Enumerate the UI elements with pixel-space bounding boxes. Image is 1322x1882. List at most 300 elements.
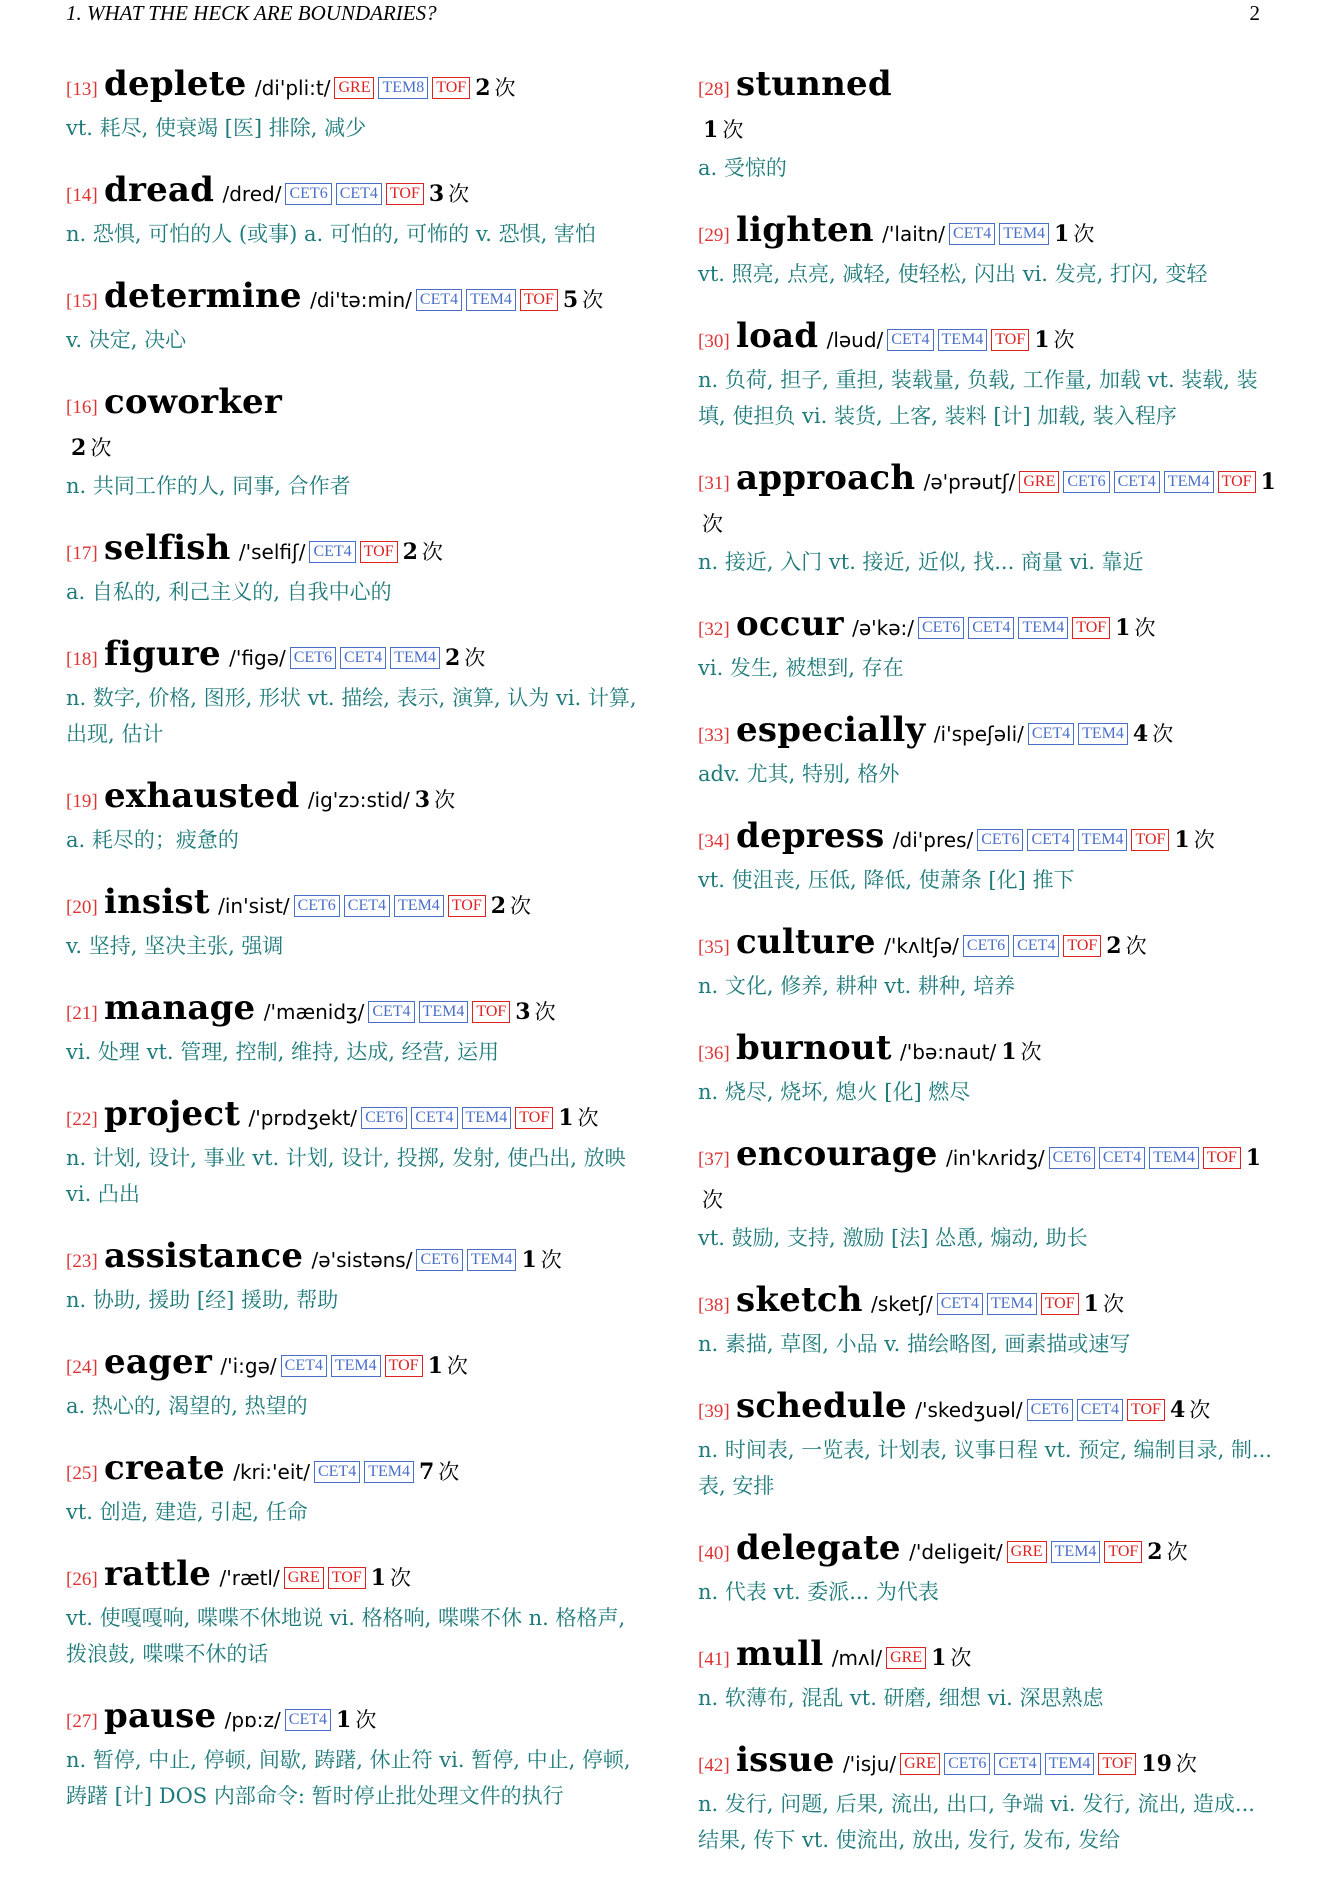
entry-pronunciation: /'laitn/ [882, 222, 946, 246]
occurrence-count: 3 [428, 181, 445, 207]
entry-pronunciation: /ləud/ [826, 328, 884, 352]
exam-tag: CET6 [1063, 471, 1109, 493]
exam-tag: TEM4 [467, 1249, 517, 1271]
vocab-entry [698, 710, 1278, 792]
entry-number: [31] [698, 473, 730, 494]
entry-pronunciation: /'rætl/ [219, 1566, 280, 1590]
occurrence-count: 1 [1034, 327, 1050, 353]
times-label: 次 [577, 1106, 599, 1130]
occurrence-count: 2 [1147, 1539, 1163, 1565]
entry-headline [698, 1028, 1278, 1074]
occurrence-count: 3 [414, 787, 431, 813]
vocab-entry [698, 210, 1278, 292]
vocab-entry [698, 1528, 1278, 1610]
entry-headline [698, 1386, 1278, 1432]
entry-number: [17] [66, 543, 98, 564]
entry-pronunciation: /in'kʌridʒ/ [945, 1146, 1045, 1170]
exam-tag: TEM4 [1051, 1541, 1101, 1563]
entry-headline [66, 1342, 646, 1388]
times-label: 次 [1189, 1398, 1211, 1422]
vocab-entry [66, 1448, 646, 1530]
entry-pronunciation: /di'pli:t/ [254, 76, 331, 100]
entry-word: occur [736, 604, 844, 644]
entry-number: [13] [66, 79, 98, 100]
entry-number: [34] [698, 831, 730, 852]
vocab-entry [66, 776, 646, 858]
entry-word: lighten [736, 210, 874, 250]
page-header [66, 0, 1260, 26]
times-label: 次 [1166, 1540, 1188, 1564]
page-number: 2 [1249, 0, 1260, 25]
entry-word: culture [736, 922, 876, 962]
times-label: 次 [448, 182, 470, 206]
exam-tag: TOF [328, 1567, 366, 1589]
entry-definition: n. 计划, 设计, 事业 vt. 计划, 设计, 投掷, 发射, 使凸出, 放映 vi. 凸出 [66, 1146, 626, 1206]
entry-headline [698, 316, 1278, 362]
entry-pronunciation: /'selfiʃ/ [238, 540, 306, 564]
entry-headline [698, 1280, 1278, 1326]
vocab-entry [698, 816, 1278, 898]
occurrence-count: 1 [1174, 827, 1190, 853]
exam-tag: GRE [334, 77, 374, 99]
entry-definition: n. 负荷, 担子, 重担, 装载量, 负载, 工作量, 加载 vt. 装载, 装填, 使担负 vi. 装货, 上客, 装料 [计] 加载, 装入程序 [698, 368, 1258, 428]
exam-tag: GRE [1019, 471, 1059, 493]
vocab-entry [66, 170, 646, 252]
entry-number: [27] [66, 1711, 98, 1732]
entry-definition: vt. 使嘎嘎响, 喋喋不休地说 vi. 格格响, 喋喋不休 n. 格格声, 拨浪鼓, 喋喋不休的话 [66, 1606, 626, 1666]
vocab-entry [698, 1028, 1278, 1110]
vocab-entry [66, 1342, 646, 1424]
vocab-entry [66, 1236, 646, 1318]
entry-word: figure [104, 634, 221, 674]
vocab-entry [66, 528, 646, 610]
entry-pronunciation: /'prɒdʒekt/ [248, 1106, 358, 1130]
entry-definition: vt. 鼓励, 支持, 激励 [法] 怂恿, 煽动, 助长 [698, 1226, 1088, 1250]
vocab-entry [66, 988, 646, 1070]
exam-tag: TOF [1127, 1399, 1165, 1421]
entry-headline [698, 816, 1278, 862]
exam-tag: TOF [1041, 1293, 1079, 1315]
vocab-entry [66, 1696, 646, 1814]
times-label: 次 [1053, 328, 1075, 352]
exam-tag: TOF [448, 895, 486, 917]
times-label: 次 [90, 436, 112, 460]
exam-tag: TEM4 [390, 647, 440, 669]
exam-tag: CET4 [1013, 935, 1059, 957]
occurrence-count: 5 [562, 287, 579, 313]
entry-definition: n. 协助, 援助 [经] 援助, 帮助 [66, 1288, 339, 1312]
entry-word: schedule [736, 1386, 907, 1426]
times-label: 次 [510, 894, 532, 918]
entry-headline [698, 1134, 1278, 1220]
entry-definition: v. 坚持, 坚决主张, 强调 [66, 934, 284, 958]
exam-tag: TOF [1203, 1147, 1241, 1169]
exam-tag: CET6 [416, 1249, 462, 1271]
entry-headline [698, 922, 1278, 968]
entry-word: approach [736, 458, 916, 498]
exam-tag: CET4 [1077, 1399, 1123, 1421]
entry-number: [32] [698, 619, 730, 640]
entry-definition: n. 时间表, 一览表, 计划表, 议事日程 vt. 预定, 编制目录, 制... 表, 安排 [698, 1438, 1272, 1498]
vocab-entry [698, 922, 1278, 1004]
times-label: 次 [438, 1460, 460, 1484]
entry-number: [25] [66, 1463, 98, 1484]
entry-word: sketch [736, 1280, 863, 1320]
entry-definition: a. 热心的, 渴望的, 热望的 [66, 1394, 308, 1418]
exam-tag: CET4 [1099, 1147, 1145, 1169]
entry-number: [15] [66, 291, 98, 312]
entry-definition: n. 接近, 入门 vt. 接近, 近似, 找... 商量 vi. 靠近 [698, 550, 1144, 574]
exam-tag: CET6 [294, 895, 340, 917]
entry-number: [16] [66, 397, 98, 418]
entry-headline [66, 1448, 646, 1494]
entry-number: [42] [698, 1755, 730, 1776]
entry-pronunciation: /'kʌltʃə/ [884, 934, 959, 958]
exam-tag: TOF [1131, 829, 1169, 851]
times-label: 次 [355, 1708, 377, 1732]
entry-count-line [698, 110, 1278, 150]
entry-headline [66, 988, 646, 1034]
exam-tag: CET4 [1027, 829, 1073, 851]
exam-tag: TOF [1104, 1541, 1142, 1563]
occurrence-count: 1 [1083, 1291, 1099, 1317]
entry-number: [22] [66, 1109, 98, 1130]
entry-number: [18] [66, 649, 98, 670]
entry-headline [66, 64, 646, 110]
exam-tag: GRE [1007, 1541, 1047, 1563]
entry-pronunciation: /'i:gə/ [220, 1354, 277, 1378]
entry-definition: n. 素描, 草图, 小品 v. 描绘略图, 画素描或速写 [698, 1332, 1131, 1356]
vocab-entry [698, 1134, 1278, 1256]
exam-tag: GRE [900, 1753, 940, 1775]
times-label: 次 [582, 288, 604, 312]
entry-headline [66, 776, 646, 822]
vocab-entry [66, 882, 646, 964]
occurrence-count: 7 [418, 1459, 435, 1485]
occurrence-count: 1 [1115, 615, 1131, 641]
exam-tag: TEM4 [331, 1355, 381, 1377]
entry-number: [33] [698, 725, 730, 746]
times-label: 次 [464, 646, 486, 670]
left-column [66, 64, 646, 1838]
exam-tag: CET4 [968, 617, 1014, 639]
exam-tag: TOF [1098, 1753, 1136, 1775]
occurrence-count: 1 [427, 1353, 443, 1379]
vocab-entry [698, 1740, 1278, 1858]
entry-number: [30] [698, 331, 730, 352]
exam-tag: CET6 [361, 1107, 407, 1129]
exam-tag: TOF [386, 183, 424, 205]
times-label: 次 [702, 512, 723, 536]
entry-number: [24] [66, 1357, 98, 1378]
entry-definition: n. 共同工作的人, 同事, 合作者 [66, 474, 351, 498]
exam-tag: CET6 [1027, 1399, 1073, 1421]
exam-tag: CET4 [416, 289, 462, 311]
occurrence-count: 1 [370, 1565, 386, 1591]
exam-tag: TEM8 [378, 77, 428, 99]
exam-tag: TEM4 [1078, 723, 1128, 745]
entry-word: assistance [104, 1236, 304, 1276]
entry-number: [21] [66, 1003, 98, 1024]
entry-pronunciation: /mʌl/ [831, 1646, 883, 1670]
entry-pronunciation: /di'tə:min/ [310, 288, 412, 312]
exam-tag: TEM4 [364, 1461, 414, 1483]
exam-tag: CET4 [314, 1461, 360, 1483]
exam-tag: TEM4 [1164, 471, 1214, 493]
vocab-entry [66, 634, 646, 752]
entry-word: issue [736, 1740, 835, 1780]
entry-pronunciation: /i'speʃəli/ [933, 722, 1024, 746]
entry-pronunciation: /'skedʒuəl/ [915, 1398, 1023, 1422]
occurrence-count: 3 [515, 999, 531, 1025]
entry-definition: vi. 处理 vt. 管理, 控制, 维持, 达成, 经营, 运用 [66, 1040, 500, 1064]
entry-headline [66, 382, 646, 428]
entry-number: [35] [698, 937, 730, 958]
occurrence-count: 4 [1169, 1397, 1186, 1423]
times-label: 次 [1020, 1040, 1042, 1064]
entry-definition: n. 发行, 问题, 后果, 流出, 出口, 争端 vi. 发行, 流出, 造成... 结果, 传下 vt. 使流出, 放出, 发行, 发布, 发给 [698, 1792, 1255, 1852]
entry-word: project [104, 1094, 241, 1134]
entry-definition: vt. 照亮, 点亮, 减轻, 使轻松, 闪出 vi. 发亮, 打闪, 变轻 [698, 262, 1208, 286]
exam-tag: CET4 [1028, 723, 1074, 745]
times-label: 次 [702, 1188, 723, 1212]
entry-definition: v. 决定, 决心 [66, 328, 187, 352]
entry-headline [66, 528, 646, 574]
times-label: 次 [1073, 222, 1095, 246]
entry-definition: n. 软薄布, 混乱 vt. 研磨, 细想 vi. 深思熟虑 [698, 1686, 1104, 1710]
times-label: 次 [1102, 1292, 1124, 1316]
occurrence-count: 1 [521, 1247, 537, 1273]
vocab-entry [66, 1094, 646, 1212]
exam-tag: TEM4 [394, 895, 444, 917]
exam-tag: TEM4 [999, 223, 1049, 245]
occurrence-count: 1 [1001, 1039, 1017, 1065]
exam-tag: CET4 [994, 1753, 1040, 1775]
times-label: 次 [950, 1646, 972, 1670]
exam-tag: TOF [472, 1001, 510, 1023]
exam-tag: TOF [432, 77, 470, 99]
entry-number: [14] [66, 185, 98, 206]
vocab-entry [698, 604, 1278, 686]
entry-word: deplete [104, 64, 247, 104]
exam-tag: TOF [1218, 471, 1256, 493]
vocab-entry [698, 1280, 1278, 1362]
times-label: 次 [1134, 616, 1156, 640]
exam-tag: CET6 [944, 1753, 990, 1775]
entry-pronunciation: /ə'kə:/ [852, 616, 914, 640]
times-label: 次 [421, 540, 443, 564]
times-label: 次 [1152, 722, 1174, 746]
entry-definition: n. 文化, 修养, 耕种 vt. 耕种, 培养 [698, 974, 1016, 998]
exam-tag: TEM4 [938, 329, 988, 351]
occurrence-count: 2 [71, 435, 87, 461]
exam-tag: TEM4 [1149, 1147, 1199, 1169]
entry-headline [698, 1740, 1278, 1786]
exam-tag: TEM4 [1078, 829, 1128, 851]
exam-tag: CET4 [309, 541, 355, 563]
entry-definition: vt. 使沮丧, 压低, 降低, 使萧条 [化] 推下 [698, 868, 1075, 892]
entry-headline [66, 276, 646, 322]
entry-headline [698, 64, 1278, 110]
entry-definition: n. 代表 vt. 委派... 为代表 [698, 1580, 939, 1604]
entry-word: mull [736, 1634, 824, 1674]
entry-word: dread [104, 170, 215, 210]
entry-word: coworker [104, 382, 282, 422]
times-label: 次 [534, 1000, 556, 1024]
vocab-entry [66, 1554, 646, 1672]
times-label: 次 [434, 788, 456, 812]
entry-word: rattle [104, 1554, 212, 1594]
entry-pronunciation: /in'sist/ [218, 894, 290, 918]
entry-number: [20] [66, 897, 98, 918]
entry-word: depress [736, 816, 885, 856]
entry-number: [29] [698, 225, 730, 246]
entry-word: especially [736, 710, 926, 750]
vocab-entry [698, 1386, 1278, 1504]
entry-count-line [66, 428, 646, 468]
entry-headline [698, 1528, 1278, 1574]
entry-headline [66, 170, 646, 216]
occurrence-count: 19 [1141, 1751, 1172, 1777]
times-label: 次 [722, 118, 744, 142]
occurrence-count: 4 [1132, 721, 1149, 747]
entry-pronunciation: /ig'zɔ:stid/ [307, 788, 410, 812]
entry-pronunciation: /kri:'eit/ [233, 1460, 310, 1484]
vocab-entry [698, 458, 1278, 580]
entry-pronunciation: /ə'sistəns/ [311, 1248, 413, 1272]
exam-tag: CET4 [340, 647, 386, 669]
entry-word: eager [104, 1342, 212, 1382]
exam-tag: CET6 [918, 617, 964, 639]
exam-tag: CET4 [887, 329, 933, 351]
entry-headline [66, 1554, 646, 1600]
exam-tag: CET4 [949, 223, 995, 245]
times-label: 次 [1125, 934, 1147, 958]
entry-number: [23] [66, 1251, 98, 1272]
entry-definition: n. 暂停, 中止, 停顿, 间歇, 踌躇, 休止符 vi. 暂停, 中止, 停顿, 踌躇 [计] DOS 内部命令: 暂时停止批处理文件的执行 [66, 1748, 631, 1808]
exam-tag: TOF [385, 1355, 423, 1377]
entry-pronunciation: /dred/ [222, 182, 282, 206]
exam-tag: CET4 [344, 895, 390, 917]
exam-tag: TEM4 [1045, 1753, 1095, 1775]
entry-pronunciation: /pɒ:z/ [224, 1708, 281, 1732]
entry-number: [38] [698, 1295, 730, 1316]
vocab-entry [66, 382, 646, 504]
occurrence-count: 1 [1054, 221, 1070, 247]
entry-word: load [736, 316, 819, 356]
entry-headline [698, 458, 1278, 544]
entry-definition: adv. 尤其, 特别, 格外 [698, 762, 900, 786]
exam-tag: CET6 [977, 829, 1023, 851]
occurrence-count: 1 [1260, 469, 1276, 495]
times-label: 次 [446, 1354, 468, 1378]
entry-headline [698, 210, 1278, 256]
occurrence-count: 2 [1106, 933, 1122, 959]
exam-tag: TEM4 [462, 1107, 512, 1129]
times-label: 次 [540, 1248, 562, 1272]
right-column [698, 64, 1278, 1882]
entry-word: burnout [736, 1028, 892, 1068]
entry-number: [19] [66, 791, 98, 812]
exam-tag: CET4 [368, 1001, 414, 1023]
entry-definition: vi. 发生, 被想到, 存在 [698, 656, 904, 680]
occurrence-count: 1 [558, 1105, 574, 1131]
exam-tag: GRE [886, 1647, 926, 1669]
entry-pronunciation: /sketʃ/ [871, 1292, 933, 1316]
vocab-entry [698, 1634, 1278, 1716]
exam-tag: TEM4 [419, 1001, 469, 1023]
exam-tag: CET6 [963, 935, 1009, 957]
vocab-entry [66, 64, 646, 146]
entry-pronunciation: /'figə/ [229, 646, 286, 670]
entry-number: [26] [66, 1569, 98, 1590]
times-label: 次 [1175, 1752, 1197, 1776]
chapter-title: 1. WHAT THE HECK ARE BOUNDARIES? [66, 0, 437, 25]
entry-word: stunned [736, 64, 892, 104]
exam-tag: CET4 [336, 183, 382, 205]
exam-tag: CET4 [281, 1355, 327, 1377]
entry-definition: a. 受惊的 [698, 156, 787, 180]
entry-number: [37] [698, 1149, 730, 1170]
entry-pronunciation: /'mænidʒ/ [263, 1000, 365, 1024]
entry-word: determine [104, 276, 302, 316]
entry-definition: vt. 创造, 建造, 引起, 任命 [66, 1500, 308, 1524]
occurrence-count: 2 [444, 645, 461, 671]
exam-tag: TOF [991, 329, 1029, 351]
vocab-entry [698, 64, 1278, 186]
entry-definition: n. 数字, 价格, 图形, 形状 vt. 描绘, 表示, 演算, 认为 vi. 计算, 出现, 估计 [66, 686, 637, 746]
entry-word: insist [104, 882, 210, 922]
entry-pronunciation: /'bə:naut/ [900, 1040, 997, 1064]
entry-word: selfish [104, 528, 231, 568]
exam-tag: CET6 [285, 183, 331, 205]
entry-headline [66, 1094, 646, 1140]
entry-headline [698, 1634, 1278, 1680]
entry-word: pause [104, 1696, 217, 1736]
occurrence-count: 2 [490, 893, 507, 919]
entry-pronunciation: /ə'prəutʃ/ [923, 470, 1016, 494]
exam-tag: GRE [284, 1567, 324, 1589]
entry-headline [66, 1236, 646, 1282]
entry-headline [66, 634, 646, 680]
entry-word: encourage [736, 1134, 938, 1174]
exam-tag: TOF [1063, 935, 1101, 957]
exam-tag: CET4 [285, 1709, 331, 1731]
entry-definition: a. 耗尽的；疲惫的 [66, 828, 239, 852]
entry-pronunciation: /'deligeit/ [909, 1540, 1003, 1564]
occurrence-count: 2 [402, 539, 418, 565]
vocab-entry [698, 316, 1278, 434]
entry-word: exhausted [104, 776, 300, 816]
occurrence-count: 1 [931, 1645, 947, 1671]
occurrence-count: 1 [336, 1707, 352, 1733]
vocab-entry [66, 276, 646, 358]
exam-tag: TEM4 [1018, 617, 1068, 639]
entry-definition: n. 恐惧, 可怕的人 (或事) a. 可怕的, 可怖的 v. 恐惧, 害怕 [66, 222, 596, 246]
entry-pronunciation: /'isju/ [842, 1752, 897, 1776]
entry-word: create [104, 1448, 225, 1488]
entry-number: [40] [698, 1543, 730, 1564]
exam-tag: TOF [520, 289, 558, 311]
entry-pronunciation: /di'pres/ [892, 828, 974, 852]
entry-number: [36] [698, 1043, 730, 1064]
entry-definition: a. 自私的, 利己主义的, 自我中心的 [66, 580, 392, 604]
entry-definition: vt. 耗尽, 使衰竭 [医] 排除, 减少 [66, 116, 367, 140]
exam-tag: CET4 [1114, 471, 1160, 493]
entry-headline [66, 882, 646, 928]
occurrence-count: 2 [475, 75, 491, 101]
exam-tag: CET4 [411, 1107, 457, 1129]
